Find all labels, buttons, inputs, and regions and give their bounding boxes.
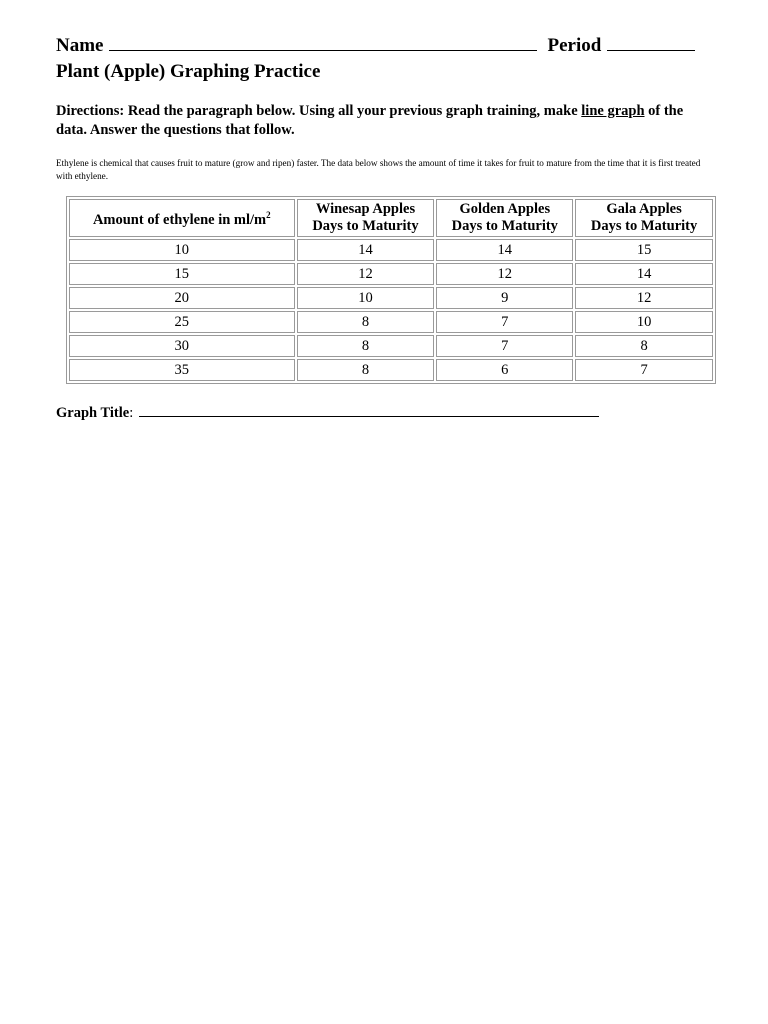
table-row — [69, 359, 713, 381]
data-table — [66, 196, 716, 384]
table-row — [69, 311, 713, 333]
page-title: Plant (Apple) Graphing Practice — [56, 61, 321, 82]
period-field[interactable] — [607, 34, 695, 51]
intro-paragraph: Ethylene is chemical that causes fruit to mature (grow and ripen) faster. The data below shows the amount of time it takes for fruit to mature from the time that it is first treated with ethylene. — [56, 158, 701, 181]
table-cell: 8 — [297, 359, 435, 381]
table-cell: 6 — [436, 359, 573, 381]
header-gala-line2: Days to Maturity — [590, 218, 698, 234]
table-cell: 9 — [436, 287, 573, 309]
table-cell: 12 — [575, 287, 713, 309]
table-cell: 10 — [575, 311, 713, 333]
graph-title-row — [56, 404, 716, 422]
header-gala — [575, 199, 713, 237]
table-row — [69, 335, 713, 357]
table-cell: 10 — [69, 239, 295, 261]
name-field[interactable] — [109, 34, 537, 51]
table-cell: 14 — [575, 263, 713, 285]
table-cell: 30 — [69, 335, 295, 357]
worksheet — [56, 34, 716, 422]
table-cell: 12 — [436, 263, 573, 285]
table-cell: 35 — [69, 359, 295, 381]
name-label: Name — [56, 35, 104, 56]
table-cell: 8 — [297, 311, 435, 333]
graph-title-label: Graph Title — [56, 405, 130, 421]
table-row — [69, 239, 713, 261]
header-ethylene-sup: 2 — [266, 210, 271, 221]
table-cell: 7 — [436, 311, 573, 333]
header-golden — [436, 199, 573, 237]
table-cell: 12 — [297, 263, 435, 285]
table-header-row — [69, 199, 713, 237]
directions-underlined: line graph — [581, 103, 645, 119]
table-cell: 8 — [297, 335, 435, 357]
table-cell: 14 — [436, 239, 573, 261]
table-cell: 7 — [436, 335, 573, 357]
header-line — [56, 34, 716, 60]
directions-text — [56, 102, 716, 140]
table-cell: 15 — [69, 263, 295, 285]
table-row — [69, 287, 713, 309]
header-winesap-line1: Winesap Apples — [315, 201, 416, 217]
table-cell: 10 — [297, 287, 435, 309]
header-winesap-line2: Days to Maturity — [312, 218, 419, 234]
table-cell: 8 — [575, 335, 713, 357]
table-cell: 25 — [69, 311, 295, 333]
directions-after: of the data. Answer the questions that follow. — [56, 103, 684, 138]
table-row — [69, 263, 713, 285]
table-cell: 14 — [297, 239, 435, 261]
table-cell: 7 — [575, 359, 713, 381]
graph-title-colon: : — [129, 405, 134, 421]
graph-title-field[interactable] — [139, 404, 599, 417]
header-golden-line2: Days to Maturity — [451, 218, 558, 234]
header-ethylene-label: Amount of ethylene in ml/m — [92, 211, 267, 228]
header-golden-line1: Golden Apples — [459, 201, 551, 217]
table-cell: 15 — [575, 239, 713, 261]
header-winesap — [297, 199, 435, 237]
table-cell: 20 — [69, 287, 295, 309]
period-label: Period — [547, 35, 602, 56]
directions-before: Directions: Read the paragraph below. Using all your previous graph training, make — [56, 103, 582, 119]
header-gala-line1: Gala Apples — [606, 201, 682, 217]
header-ethylene — [69, 199, 295, 237]
